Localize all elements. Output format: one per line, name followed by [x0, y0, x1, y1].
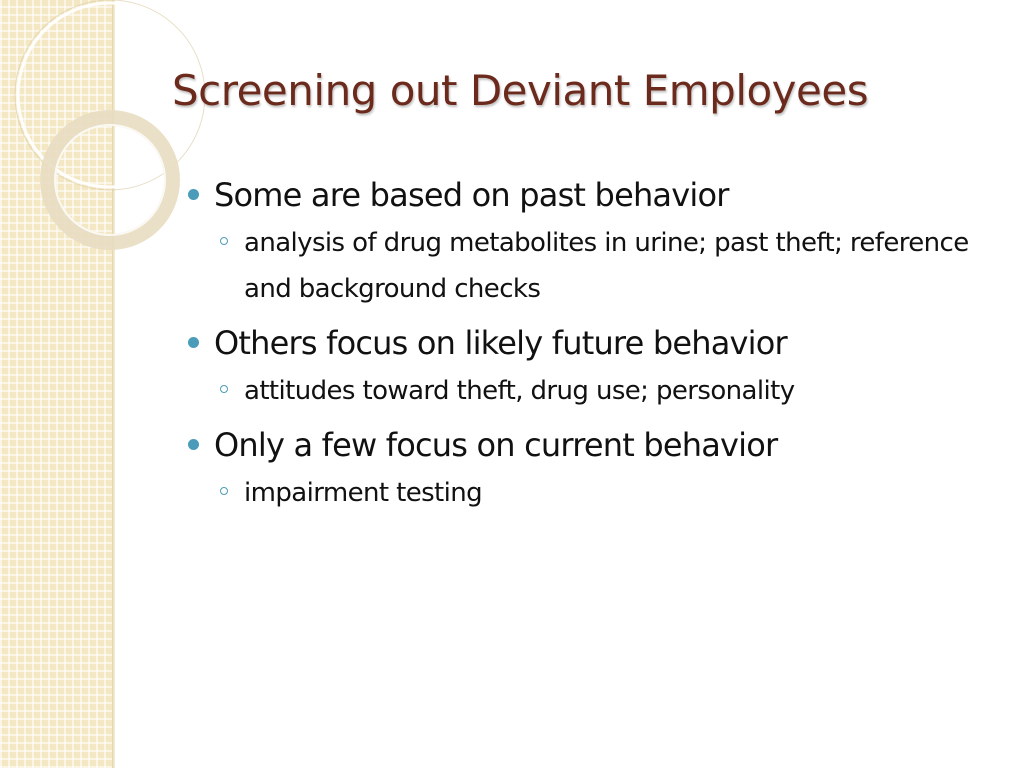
bullet-text: Only a few focus on current behavior: [214, 426, 778, 464]
subbullet-item: [188, 220, 978, 312]
subbullet-item: [188, 368, 978, 414]
bullet-dot-icon: [188, 337, 199, 348]
slide-title: Screening out Deviant Employees: [172, 66, 869, 115]
bullet-item: [188, 172, 978, 218]
decorative-rings: [0, 0, 200, 280]
bullet-item: [188, 320, 978, 366]
bullet-dot-icon: [188, 439, 199, 450]
subbullet-item: [188, 470, 978, 516]
subbullet-text: analysis of drug metabolites in urine; past theft; reference and background checks: [244, 228, 969, 304]
subbullet-ring-icon: [220, 487, 228, 495]
subbullet-text: impairment testing: [244, 478, 483, 508]
bullet-text: Others focus on likely future behavior: [214, 324, 787, 362]
bullet-list: [188, 172, 978, 524]
bullet-item: [188, 422, 978, 468]
bullet-dot-icon: [188, 189, 199, 200]
subbullet-ring-icon: [220, 237, 228, 245]
bullet-text: Some are based on past behavior: [214, 176, 729, 214]
subbullet-text: attitudes toward theft, drug use; personality: [244, 376, 795, 406]
subbullet-ring-icon: [220, 385, 228, 393]
